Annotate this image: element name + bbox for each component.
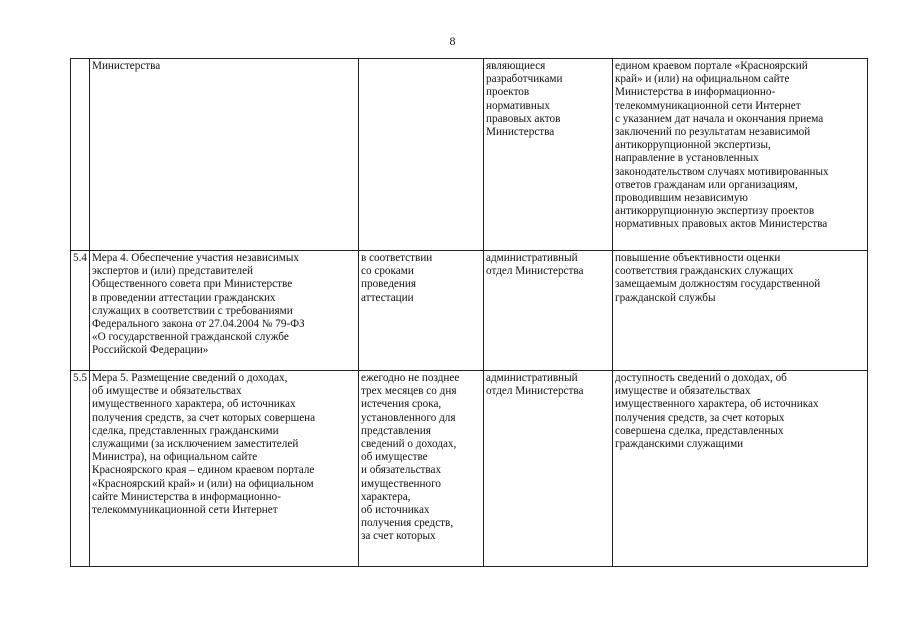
table-row: [71, 251, 868, 371]
row-number-cell: 5.5: [71, 371, 90, 567]
result-cell: доступность сведений о доходах, об имуществе и обязательствах имущественного характера, об источниках получения средств, за счет которых совершена сделка, представленных гражданскими служащими: [613, 371, 868, 567]
deadline-cell: [359, 59, 484, 251]
row-number-cell: 5.4: [71, 251, 90, 371]
result-cell: едином краевом портале «Красноярский край» и (или) на официальном сайте Министерства в информационно- телекоммуникационной сети Интернет с указанием дат начала и окончания приема заключений по результатам независимой антикоррупционной экспертизы, направление в установленных законодательством случаях мотивированных ответов гражданам или организациям, проводившим независимую антикоррупционную экспертизу проектов нормативных правовых актов Министерства: [613, 59, 868, 251]
measure-cell: Мера 4. Обеспечение участия независимых экспертов и (или) представителей Общественного совета при Министерстве в проведении аттестации гражданских служащих в соответствии с требованиями Федерального закона от 27.04.2004 № 79-ФЗ «О государственной гражданской службе Российской Федерации»: [90, 251, 359, 371]
executor-cell: административный отдел Министерства: [484, 251, 613, 371]
measure-cell: Министерства: [90, 59, 359, 251]
page-number: 8: [449, 34, 456, 48]
deadline-cell: в соответствии со сроками проведения аттестации: [359, 251, 484, 371]
executor-cell: являющиеся разработчиками проектов нормативных правовых актов Министерства: [484, 59, 613, 251]
table-row: [71, 371, 868, 567]
measures-table: [70, 58, 868, 567]
row-number-cell: [71, 59, 90, 251]
table-row: [71, 59, 868, 251]
deadline-cell: ежегодно не позднее трех месяцев со дня истечения срока, установленного для представления сведений о доходах, об имуществе и обязательствах имущественного характера, об источниках получения средств, за счет которых: [359, 371, 484, 567]
executor-cell: административный отдел Министерства: [484, 371, 613, 567]
result-cell: повышение объективности оценки соответствия гражданских служащих замещаемым должностям государственной гражданской службы: [613, 251, 868, 371]
measure-cell: Мера 5. Размещение сведений о доходах, об имуществе и обязательствах имущественного характера, об источниках получения средств, за счет которых совершена сделка, представленных гражданскими служащими (за исключением заместителей Министра), на официальном сайте Красноярского края – едином краевом портале «Красноярский край» и (или) на официальном сайте Министерства в информационно- телекоммуникационной сети Интернет: [90, 371, 359, 567]
